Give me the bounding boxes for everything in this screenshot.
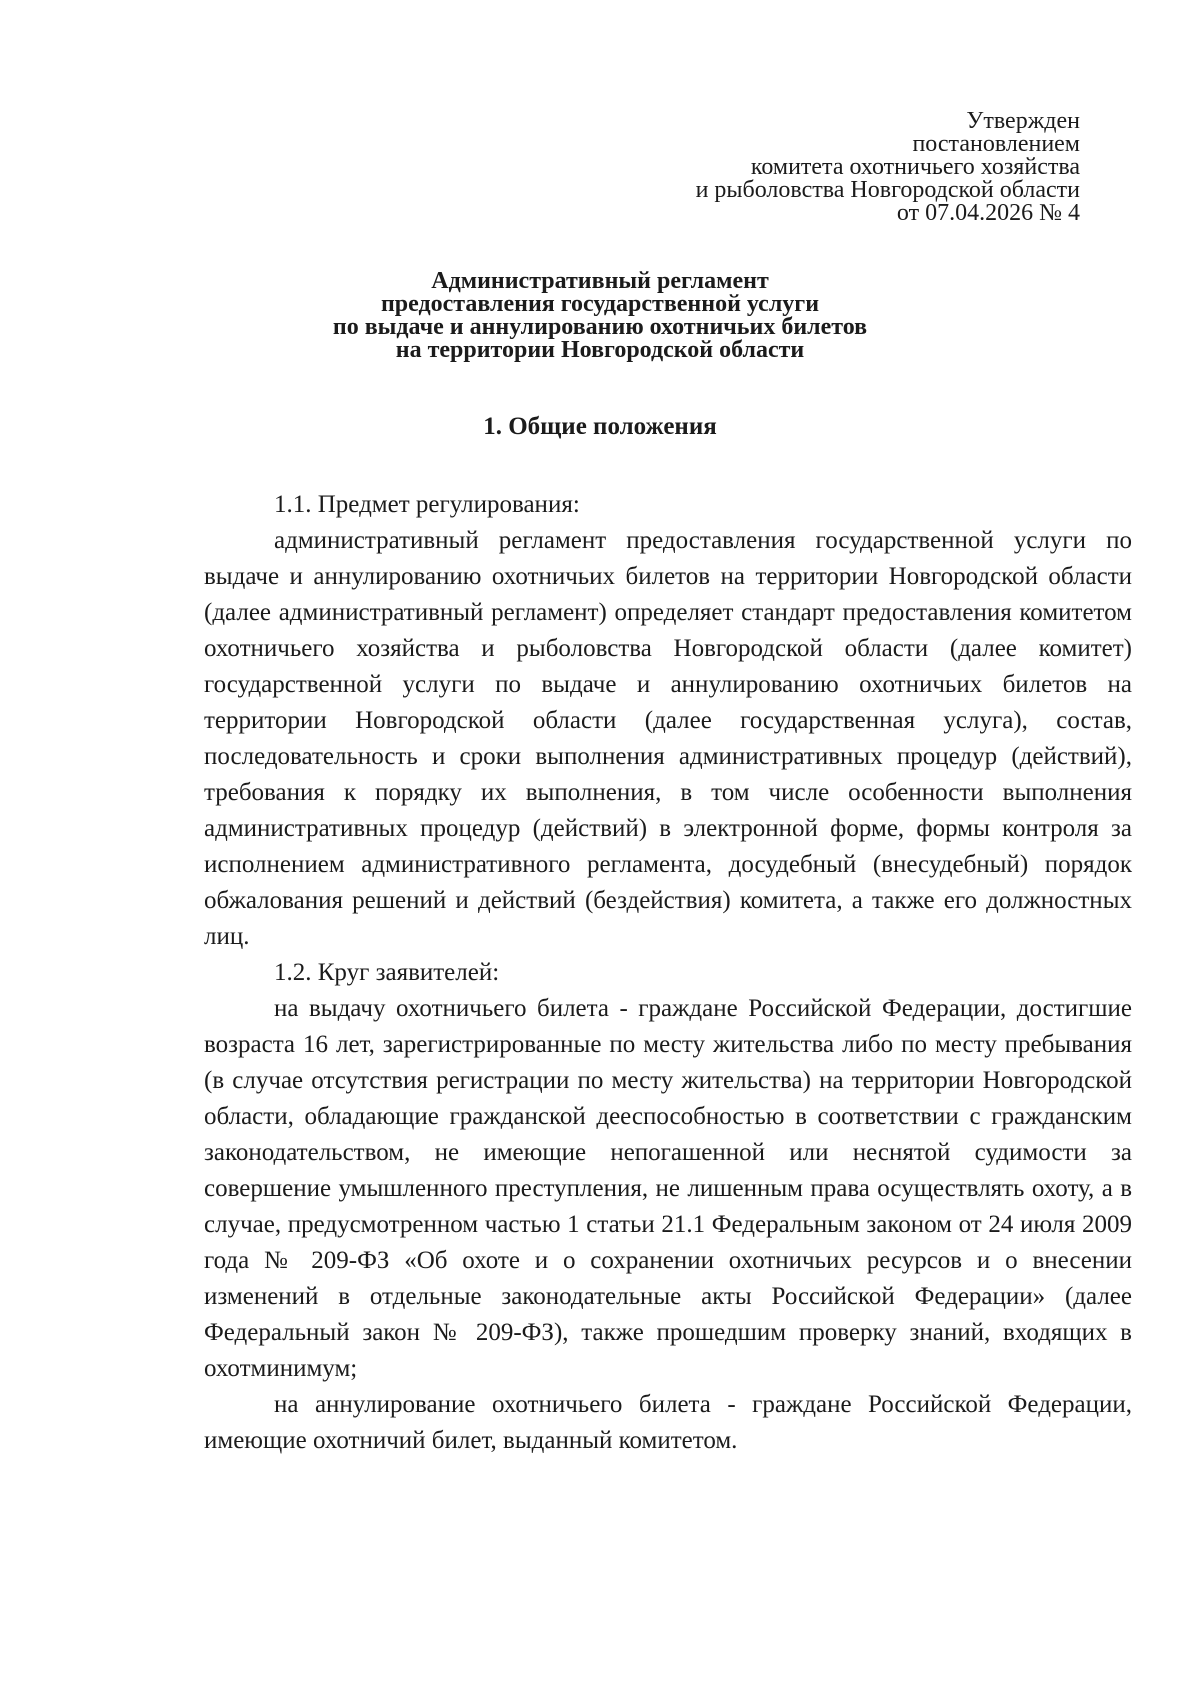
subsection-heading: 1.1. Предмет регулирования: bbox=[274, 491, 580, 518]
section-heading: 1. Общие положения bbox=[483, 413, 717, 440]
title-line: Административный регламент bbox=[431, 268, 769, 294]
title-line: по выдаче и аннулированию охотничьих билетов bbox=[332, 314, 868, 340]
approval-line: постановлением bbox=[912, 131, 1080, 157]
approval-block bbox=[696, 110, 1080, 225]
title-line: предоставления государственной услуги bbox=[380, 291, 820, 317]
paragraph: административный регламент предоставления государственной услуги по выдаче и аннулированию охотничьих билетов на территории Новгородской области (далее административный регламент) определяет стандарт предоставления комитетом охотничьего хозяйства и рыболовства Новгородской области (далее комитет) государственной услуги по выдаче и аннулированию охотничьих билетов на территории Новгородской области (далее государственная услуга), состав, последовательность и сроки выполнения административных процедур (действий), требования к порядку их выполнения, в том числе особенности выполнения административных процедур (действий) в электронной форме, формы контроля за исполнением административного регламента, досудебный (внесудебный) порядок обжалования решений и действий (бездействия) комитета, а также его должностных лиц. bbox=[204, 527, 1132, 950]
paragraph: на выдачу охотничьего билета - граждане Российской Федерации, достигшие возраста 16 лет, зарегистрированные по месту жительства либо по месту пребывания (в случае отсутствия регистрации по месту жительства) на территории Новгородской области, обладающие гражданской дееспособностью в соответствии с гражданским законодательством, не имеющие непогашенной или неснятой судимости за совершение умышленного преступления, не лишенным права осуществлять охоту, а в случае, предусмотренном частью 1 статьи 21.1 Федеральным законом от 24 июля 2009 года № 209-ФЗ «Об охоте и о сохранении охотничьих ресурсов и о внесении изменений в отдельные законодательные акты Российской Федерации» (далее Федеральный закон № 209-ФЗ), также прошедшим проверку знаний, входящих в охотминимум; bbox=[204, 995, 1132, 1382]
approval-line: Утвержден bbox=[966, 108, 1080, 134]
approval-line: комитета охотничьего хозяйства bbox=[750, 154, 1080, 180]
approval-line: и рыболовства Новгородской области bbox=[695, 177, 1080, 203]
document-body bbox=[204, 487, 1132, 1459]
paragraph: на аннулирование охотничьего билета - граждане Российской Федерации, имеющие охотничий билет, выданный комитетом. bbox=[204, 1391, 1132, 1454]
approval-date-number: от 07.04.2026 № 4 bbox=[896, 200, 1080, 226]
title-line: на территории Новгородской области bbox=[395, 337, 805, 363]
document-title bbox=[0, 270, 1200, 362]
subsection-heading: 1.2. Круг заявителей: bbox=[274, 959, 500, 986]
